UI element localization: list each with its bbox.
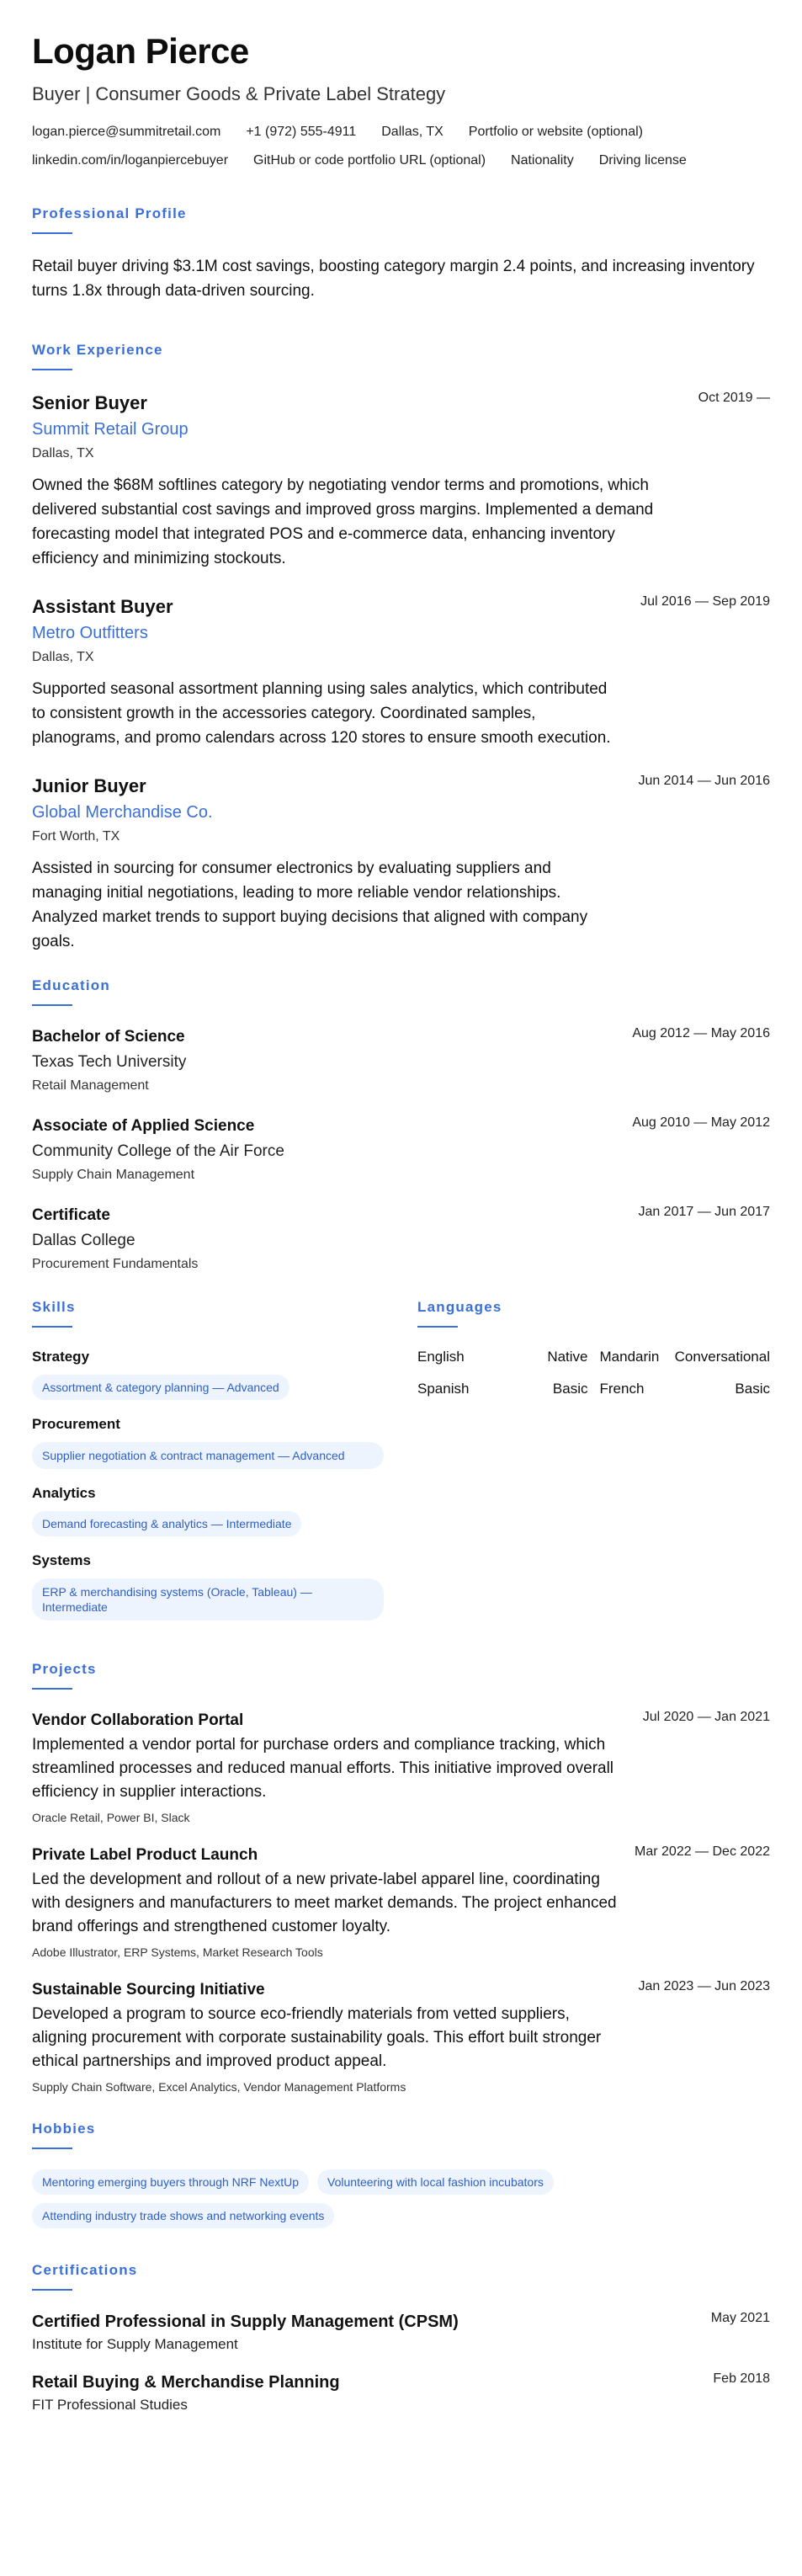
candidate-name: Logan Pierce xyxy=(32,31,249,71)
section-title: Certifications xyxy=(32,2262,138,2278)
experience-item xyxy=(32,774,770,954)
language-name: English xyxy=(417,1349,465,1365)
project-date: Jul 2020 — Jan 2021 xyxy=(642,1710,770,1724)
section-title: Projects xyxy=(32,1661,97,1677)
certification-date: Feb 2018 xyxy=(713,2371,770,2386)
company-name: Summit Retail Group xyxy=(32,420,189,439)
experience-item xyxy=(32,594,770,750)
contact-github[interactable]: GitHub or code portfolio URL (optional) xyxy=(253,153,486,168)
contact-portfolio[interactable]: Portfolio or website (optional) xyxy=(468,125,643,139)
skill-pill: ERP & merchandising systems (Oracle, Tableau) — Intermediate xyxy=(32,1578,384,1621)
contact-email[interactable]: logan.pierce@summitretail.com xyxy=(32,125,221,139)
job-location: Fort Worth, TX xyxy=(32,829,120,844)
job-description: Owned the $68M softlines category by negotiating vendor terms and promotions, which delivered substantial cost savings and improved gross margins. Implemented a demand forecasting model that integrated POS and e-commerce data, enhancing inventory efficiency and minimizing stockouts. xyxy=(32,476,654,567)
certification-item xyxy=(32,2371,770,2415)
hobbies-list xyxy=(32,2169,770,2237)
contact-info xyxy=(32,123,770,180)
project-item xyxy=(32,1844,770,1961)
profile-text: Retail buyer driving $3.1M cost savings, boosting category margin 2.4 points, and increasing inventory turns 1.8x through data-driven sourcing. xyxy=(32,258,755,300)
project-tools: Adobe Illustrator, ERP Systems, Market Research Tools xyxy=(32,1945,323,1959)
education-item xyxy=(32,1205,770,1274)
education-item xyxy=(32,1026,770,1095)
hobbies-section xyxy=(32,2121,770,2237)
skill-category: Procurement xyxy=(32,1416,120,1432)
skill-category: Strategy xyxy=(32,1349,90,1365)
project-date: Mar 2022 — Dec 2022 xyxy=(635,1844,770,1859)
skills-languages-row xyxy=(32,1299,770,1636)
company-name: Global Merchandise Co. xyxy=(32,803,213,822)
education-date: Aug 2010 — May 2012 xyxy=(632,1115,770,1130)
language-level: Basic xyxy=(552,1381,588,1397)
projects-section xyxy=(32,1661,770,2095)
contact-nationality: Nationality xyxy=(511,153,574,168)
language-name: French xyxy=(599,1381,645,1397)
language-level: Basic xyxy=(735,1381,770,1397)
profile-section xyxy=(32,205,770,303)
skill-group xyxy=(32,1551,384,1621)
field-of-study: Procurement Fundamentals xyxy=(32,1257,199,1271)
job-title: Junior Buyer xyxy=(32,775,146,796)
project-tools: Supply Chain Software, Excel Analytics, Vendor Management Platforms xyxy=(32,2080,406,2094)
job-location: Dallas, TX xyxy=(32,650,94,664)
project-description: Developed a program to source eco-friendly materials from vetted suppliers, aligning procurement with corporate sustainability goals. This effort built stronger ethical partnerships and improved product appeal. xyxy=(32,2005,602,2070)
education-date: Aug 2012 — May 2016 xyxy=(632,1026,770,1041)
contact-phone[interactable]: +1 (972) 555-4911 xyxy=(246,125,357,139)
languages-list xyxy=(417,1348,770,1398)
job-title: Assistant Buyer xyxy=(32,596,173,617)
languages-section xyxy=(417,1299,770,1636)
certification-item xyxy=(32,2311,770,2355)
project-title: Vendor Collaboration Portal xyxy=(32,1711,244,1729)
field-of-study: Supply Chain Management xyxy=(32,1168,195,1182)
skill-group xyxy=(32,1484,384,1536)
company-name: Metro Outfitters xyxy=(32,624,148,642)
skill-group xyxy=(32,1415,384,1469)
experience-section xyxy=(32,342,770,954)
skill-pill: Supplier negotiation & contract management — Advanced xyxy=(32,1442,384,1469)
certifications-section xyxy=(32,2262,770,2415)
contact-location: Dallas, TX xyxy=(381,125,443,139)
language-item xyxy=(417,1380,588,1398)
language-name: Mandarin xyxy=(599,1349,660,1365)
language-item xyxy=(600,1348,771,1366)
section-divider xyxy=(32,2289,72,2291)
school-name: Texas Tech University xyxy=(32,1053,187,1071)
section-title: Education xyxy=(32,977,110,993)
contact-linkedin[interactable]: linkedin.com/in/loganpiercebuyer xyxy=(32,153,229,168)
skill-category: Analytics xyxy=(32,1485,96,1501)
section-divider xyxy=(417,1326,458,1328)
section-divider xyxy=(32,2148,72,2149)
experience-item xyxy=(32,391,770,571)
skills-section xyxy=(32,1299,384,1636)
experience-date: Jul 2016 — Sep 2019 xyxy=(640,594,770,609)
contact-driving-license: Driving license xyxy=(598,153,687,168)
section-divider xyxy=(32,1004,72,1006)
job-description: Supported seasonal assortment planning using sales analytics, which contributed to consistent growth in the accessories category. Coordinated samples, planograms, and promo calendars across 120 stores to ensure smooth execution. xyxy=(32,680,611,747)
language-level: Native xyxy=(547,1349,588,1365)
certification-name: Retail Buying & Merchandise Planning xyxy=(32,2373,340,2392)
section-divider xyxy=(32,369,72,370)
project-title: Private Label Product Launch xyxy=(32,1846,258,1864)
section-title: Languages xyxy=(417,1299,502,1315)
language-item xyxy=(417,1348,588,1366)
education-date: Jan 2017 — Jun 2017 xyxy=(638,1205,770,1219)
school-name: Dallas College xyxy=(32,1232,135,1249)
education-section xyxy=(32,977,770,1274)
job-title: Senior Buyer xyxy=(32,392,147,413)
degree: Certificate xyxy=(32,1206,110,1224)
language-level: Conversational xyxy=(674,1349,770,1365)
resume-header xyxy=(32,30,770,180)
degree: Associate of Applied Science xyxy=(32,1117,255,1135)
project-tools: Oracle Retail, Power BI, Slack xyxy=(32,1811,190,1824)
certification-date: May 2021 xyxy=(710,2311,770,2325)
section-divider xyxy=(32,1326,72,1328)
skill-group xyxy=(32,1348,384,1400)
hobby-pill: Attending industry trade shows and networking events xyxy=(32,2203,334,2228)
project-description: Led the development and rollout of a new private-label apparel line, coordinating with designers and manufacturers to meet market demands. The project enhanced brand offerings and strengthened customer loyalty. xyxy=(32,1871,617,1935)
school-name: Community College of the Air Force xyxy=(32,1142,284,1160)
hobby-pill: Mentoring emerging buyers through NRF NextUp xyxy=(32,2169,309,2195)
project-item xyxy=(32,1710,770,1826)
certification-issuer: FIT Professional Studies xyxy=(32,2397,188,2413)
project-date: Jan 2023 — Jun 2023 xyxy=(638,1979,770,1993)
section-divider xyxy=(32,232,72,234)
experience-date: Jun 2014 — Jun 2016 xyxy=(638,774,770,788)
certification-name: Certified Professional in Supply Management (CPSM) xyxy=(32,2313,459,2331)
section-divider xyxy=(32,1688,72,1690)
section-title: Skills xyxy=(32,1299,76,1315)
experience-date: Oct 2019 — xyxy=(698,391,770,405)
skill-pill: Assortment & category planning — Advanced xyxy=(32,1375,289,1400)
certification-issuer: Institute for Supply Management xyxy=(32,2336,238,2352)
degree: Bachelor of Science xyxy=(32,1028,185,1046)
education-item xyxy=(32,1115,770,1184)
skill-pill: Demand forecasting & analytics — Intermediate xyxy=(32,1511,301,1536)
skill-category: Systems xyxy=(32,1552,91,1568)
project-title: Sustainable Sourcing Initiative xyxy=(32,1981,265,1999)
language-item xyxy=(600,1380,771,1398)
language-name: Spanish xyxy=(417,1381,470,1397)
section-title: Hobbies xyxy=(32,2121,96,2137)
field-of-study: Retail Management xyxy=(32,1078,149,1093)
project-description: Implemented a vendor portal for purchase orders and compliance tracking, which streamlined processes and reduced manual efforts. This initiative improved overall efficiency in supplier interactions. xyxy=(32,1736,614,1801)
job-location: Dallas, TX xyxy=(32,446,94,460)
candidate-headline: Buyer | Consumer Goods & Private Label Strategy xyxy=(32,83,446,104)
job-description: Assisted in sourcing for consumer electronics by evaluating suppliers and managing initial negotiations, leading to more reliable vendor relationships. Analyzed market trends to support buying decisions that aligned with company goals. xyxy=(32,860,588,950)
project-item xyxy=(32,1979,770,2095)
section-title: Work Experience xyxy=(32,342,163,358)
section-title: Professional Profile xyxy=(32,205,187,221)
hobby-pill: Volunteering with local fashion incubators xyxy=(317,2169,554,2195)
